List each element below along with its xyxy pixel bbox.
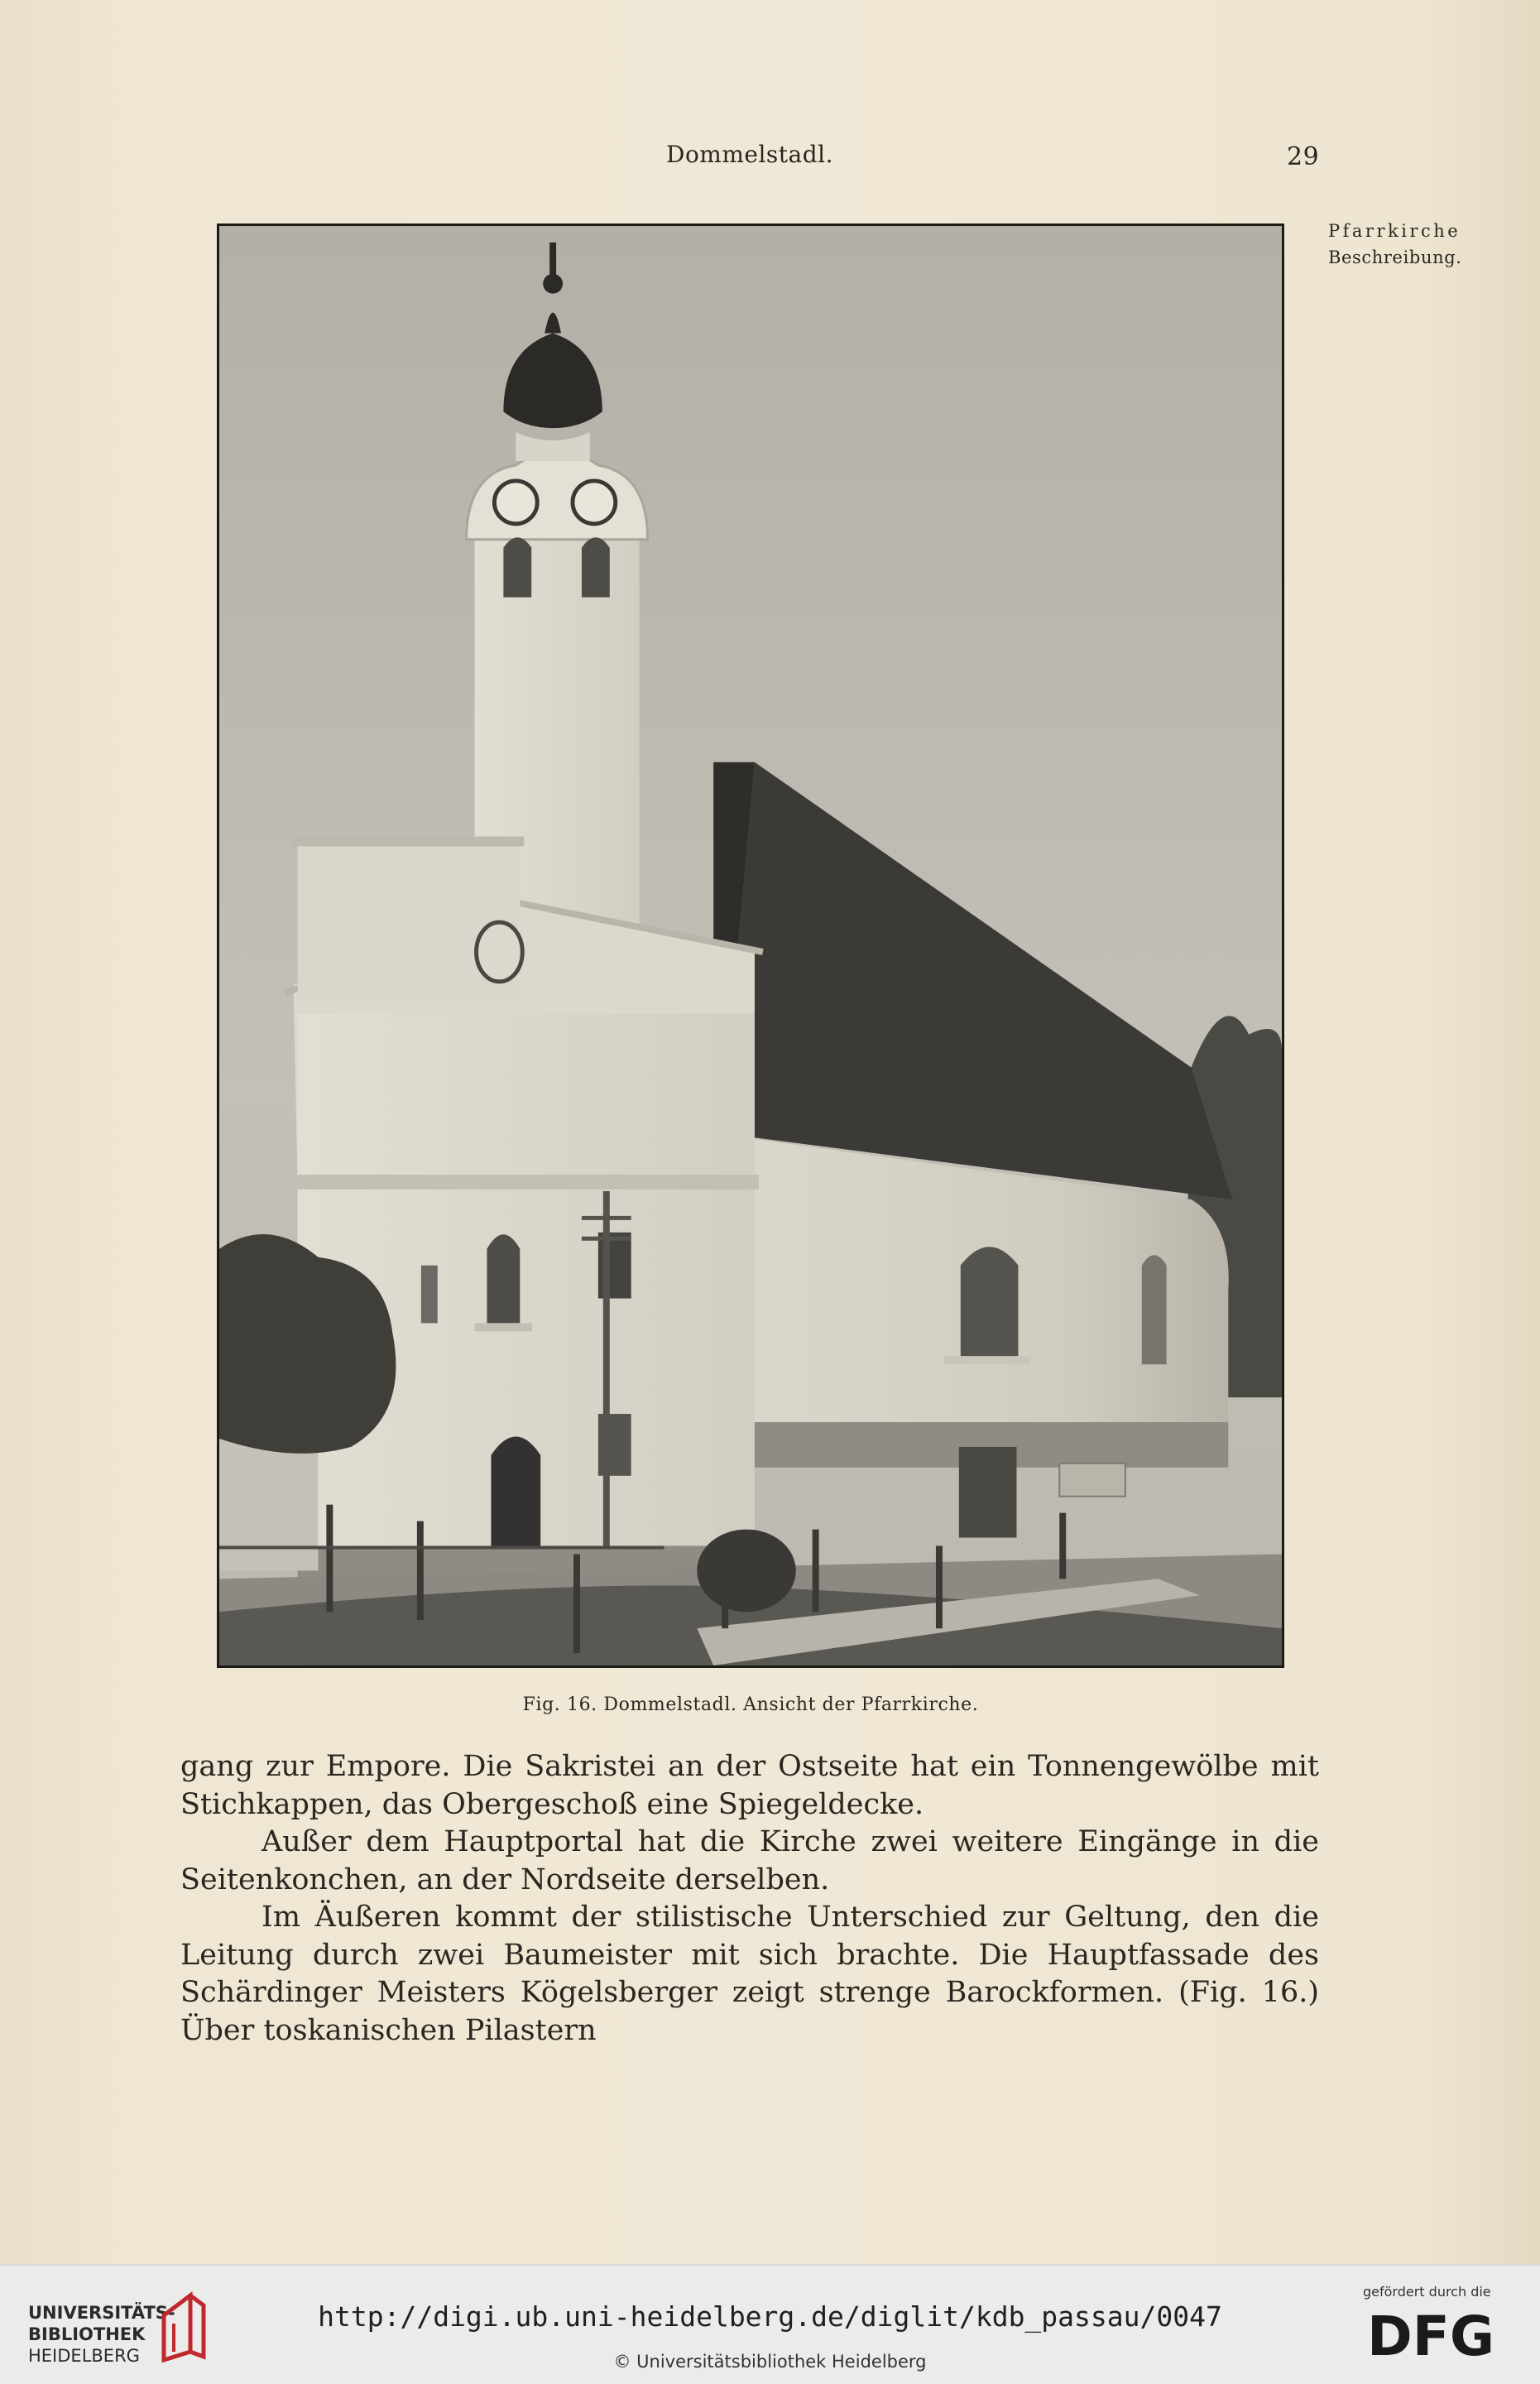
dfg-logo-text: DFG: [1367, 2305, 1495, 2363]
church-photograph: [217, 223, 1284, 1668]
copyright-notice: © Universitätsbibliothek Heidelberg: [613, 2352, 927, 2372]
page-number: 29: [1287, 142, 1320, 171]
margin-note-line2: Beschreibung.: [1328, 248, 1462, 267]
library-name-line3: HEIDELBERG: [28, 2346, 140, 2366]
library-name-line1: UNIVERSITÄTS-: [28, 2303, 175, 2323]
permalink-url[interactable]: http://digi.ub.uni-heidelberg.de/diglit/kdb_passau/0047: [318, 2300, 1222, 2333]
body-text: [180, 1748, 1319, 2050]
church-photo-illustration: [219, 226, 1282, 1665]
figure-caption: Fig. 16. Dommelstadl. Ansicht der Pfarrkirche.: [522, 1694, 979, 1715]
paragraph-2: Außer dem Hauptportal hat die Kirche zwei weitere Eingänge in die Seitenkonchen, an der Nordseite derselben.: [180, 1825, 1319, 1896]
dfg-logo: [1367, 2305, 1516, 2363]
library-footer: [0, 2264, 1540, 2384]
paragraph-1: gang zur Empore. Die Sakristei an der Ostseite hat ein Tonnengewölbe mit Stichkappen, das Obergeschoß eine Spiegeldecke.: [180, 1750, 1319, 1821]
funding-label: gefördert durch die: [1363, 2284, 1491, 2300]
margin-note-line1: Pfarrkirche: [1328, 221, 1461, 241]
margin-note: [1328, 218, 1535, 271]
running-head-title: Dommelstadl.: [666, 141, 834, 168]
library-name-line2: BIBLIOTHEK: [28, 2324, 146, 2344]
paragraph-3: Im Äußeren kommt der stilistische Unterschied zur Geltung, den die Leitung durch zwei Baumeister mit sich brachte. Die Hauptfassade des Schärdinger Meisters Kögelsberger zeigt strenge Barockformen. (Fig. 16.) Über toskanischen Pilastern: [180, 1901, 1319, 2047]
